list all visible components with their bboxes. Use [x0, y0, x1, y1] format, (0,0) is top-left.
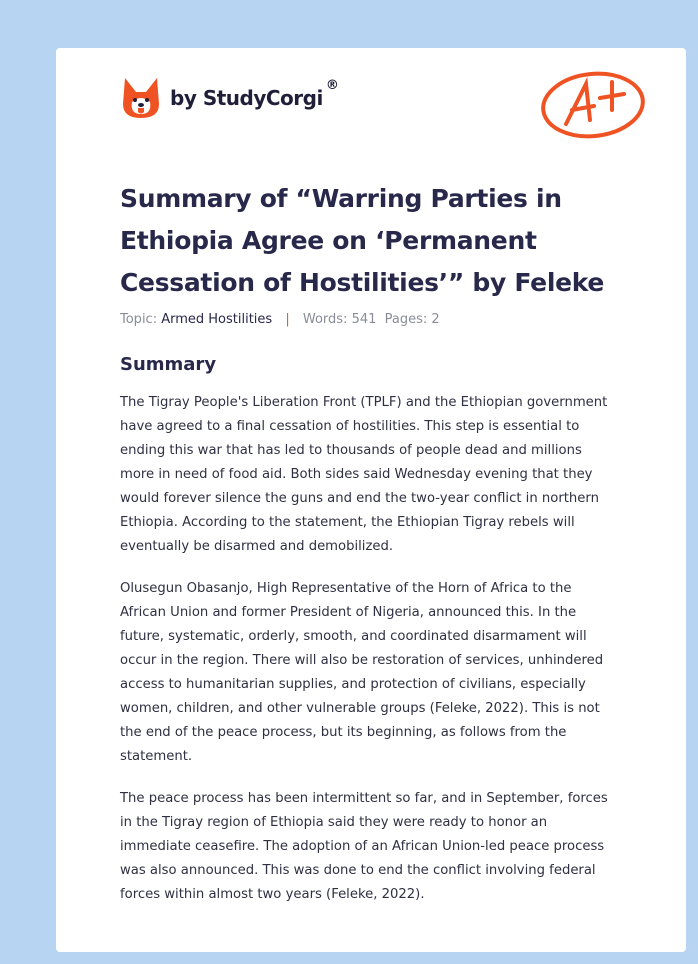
- paragraph: Olusegun Obasanjo, High Representative of the Horn of Africa to the African Union and former President of Nigeria, announced this. In the future, systematic, orderly, smooth, and coordinated disarmament will occur in the region. There will also be restoration of services, unhindered access to humanitarian supplies, and protection of civilians, especially women, children, and other vulnerable groups (Feleke, 2022). This is not the end of the peace process, but its beginning, as follows from the statement.: [120, 581, 604, 764]
- a-plus-grade-icon: [538, 68, 648, 140]
- word-count: Words: 541: [302, 312, 377, 327]
- paragraph: The peace process has been intermittent so far, and in September, forces in the Tigray region of Ethiopia said they were ready to honor an immediate ceasefire. The adoption of an African Union-led peace process was also announced. This was done to end the conflict involving federal forces within almost two years (Feleke, 2022).: [120, 791, 608, 902]
- section-heading: Summary: [120, 354, 217, 375]
- separator: |: [285, 312, 290, 327]
- studycorgi-logo[interactable]: [122, 76, 338, 120]
- brand-name: by StudyCorgi®: [170, 78, 339, 110]
- meta-info: [120, 312, 440, 327]
- topic-link[interactable]: Armed Hostilities: [161, 312, 273, 327]
- page-count: Pages: 2: [384, 312, 440, 327]
- document-card: [56, 48, 686, 952]
- paragraph: The Tigray People's Liberation Front (TPLF) and the Ethiopian government have agreed to a final cessation of hostilities. This step is essential to ending this war that has led to thousands of people dead and millions more in need of food aid. Both sides said Wednesday evening that they would forever silence the guns and end the two-year conflict in northern Ethiopia. According to the statement, the Ethiopian Tigray rebels will eventually be disarmed and demobilized.: [120, 395, 608, 554]
- topic-label: Topic:: [120, 312, 158, 327]
- summary-body: [120, 391, 620, 925]
- corgi-icon: [122, 76, 160, 120]
- page-title: Summary of “Warring Parties in Ethiopia Agree on ‘Permanent Cessation of Hostilities’” by Feleke: [120, 184, 605, 297]
